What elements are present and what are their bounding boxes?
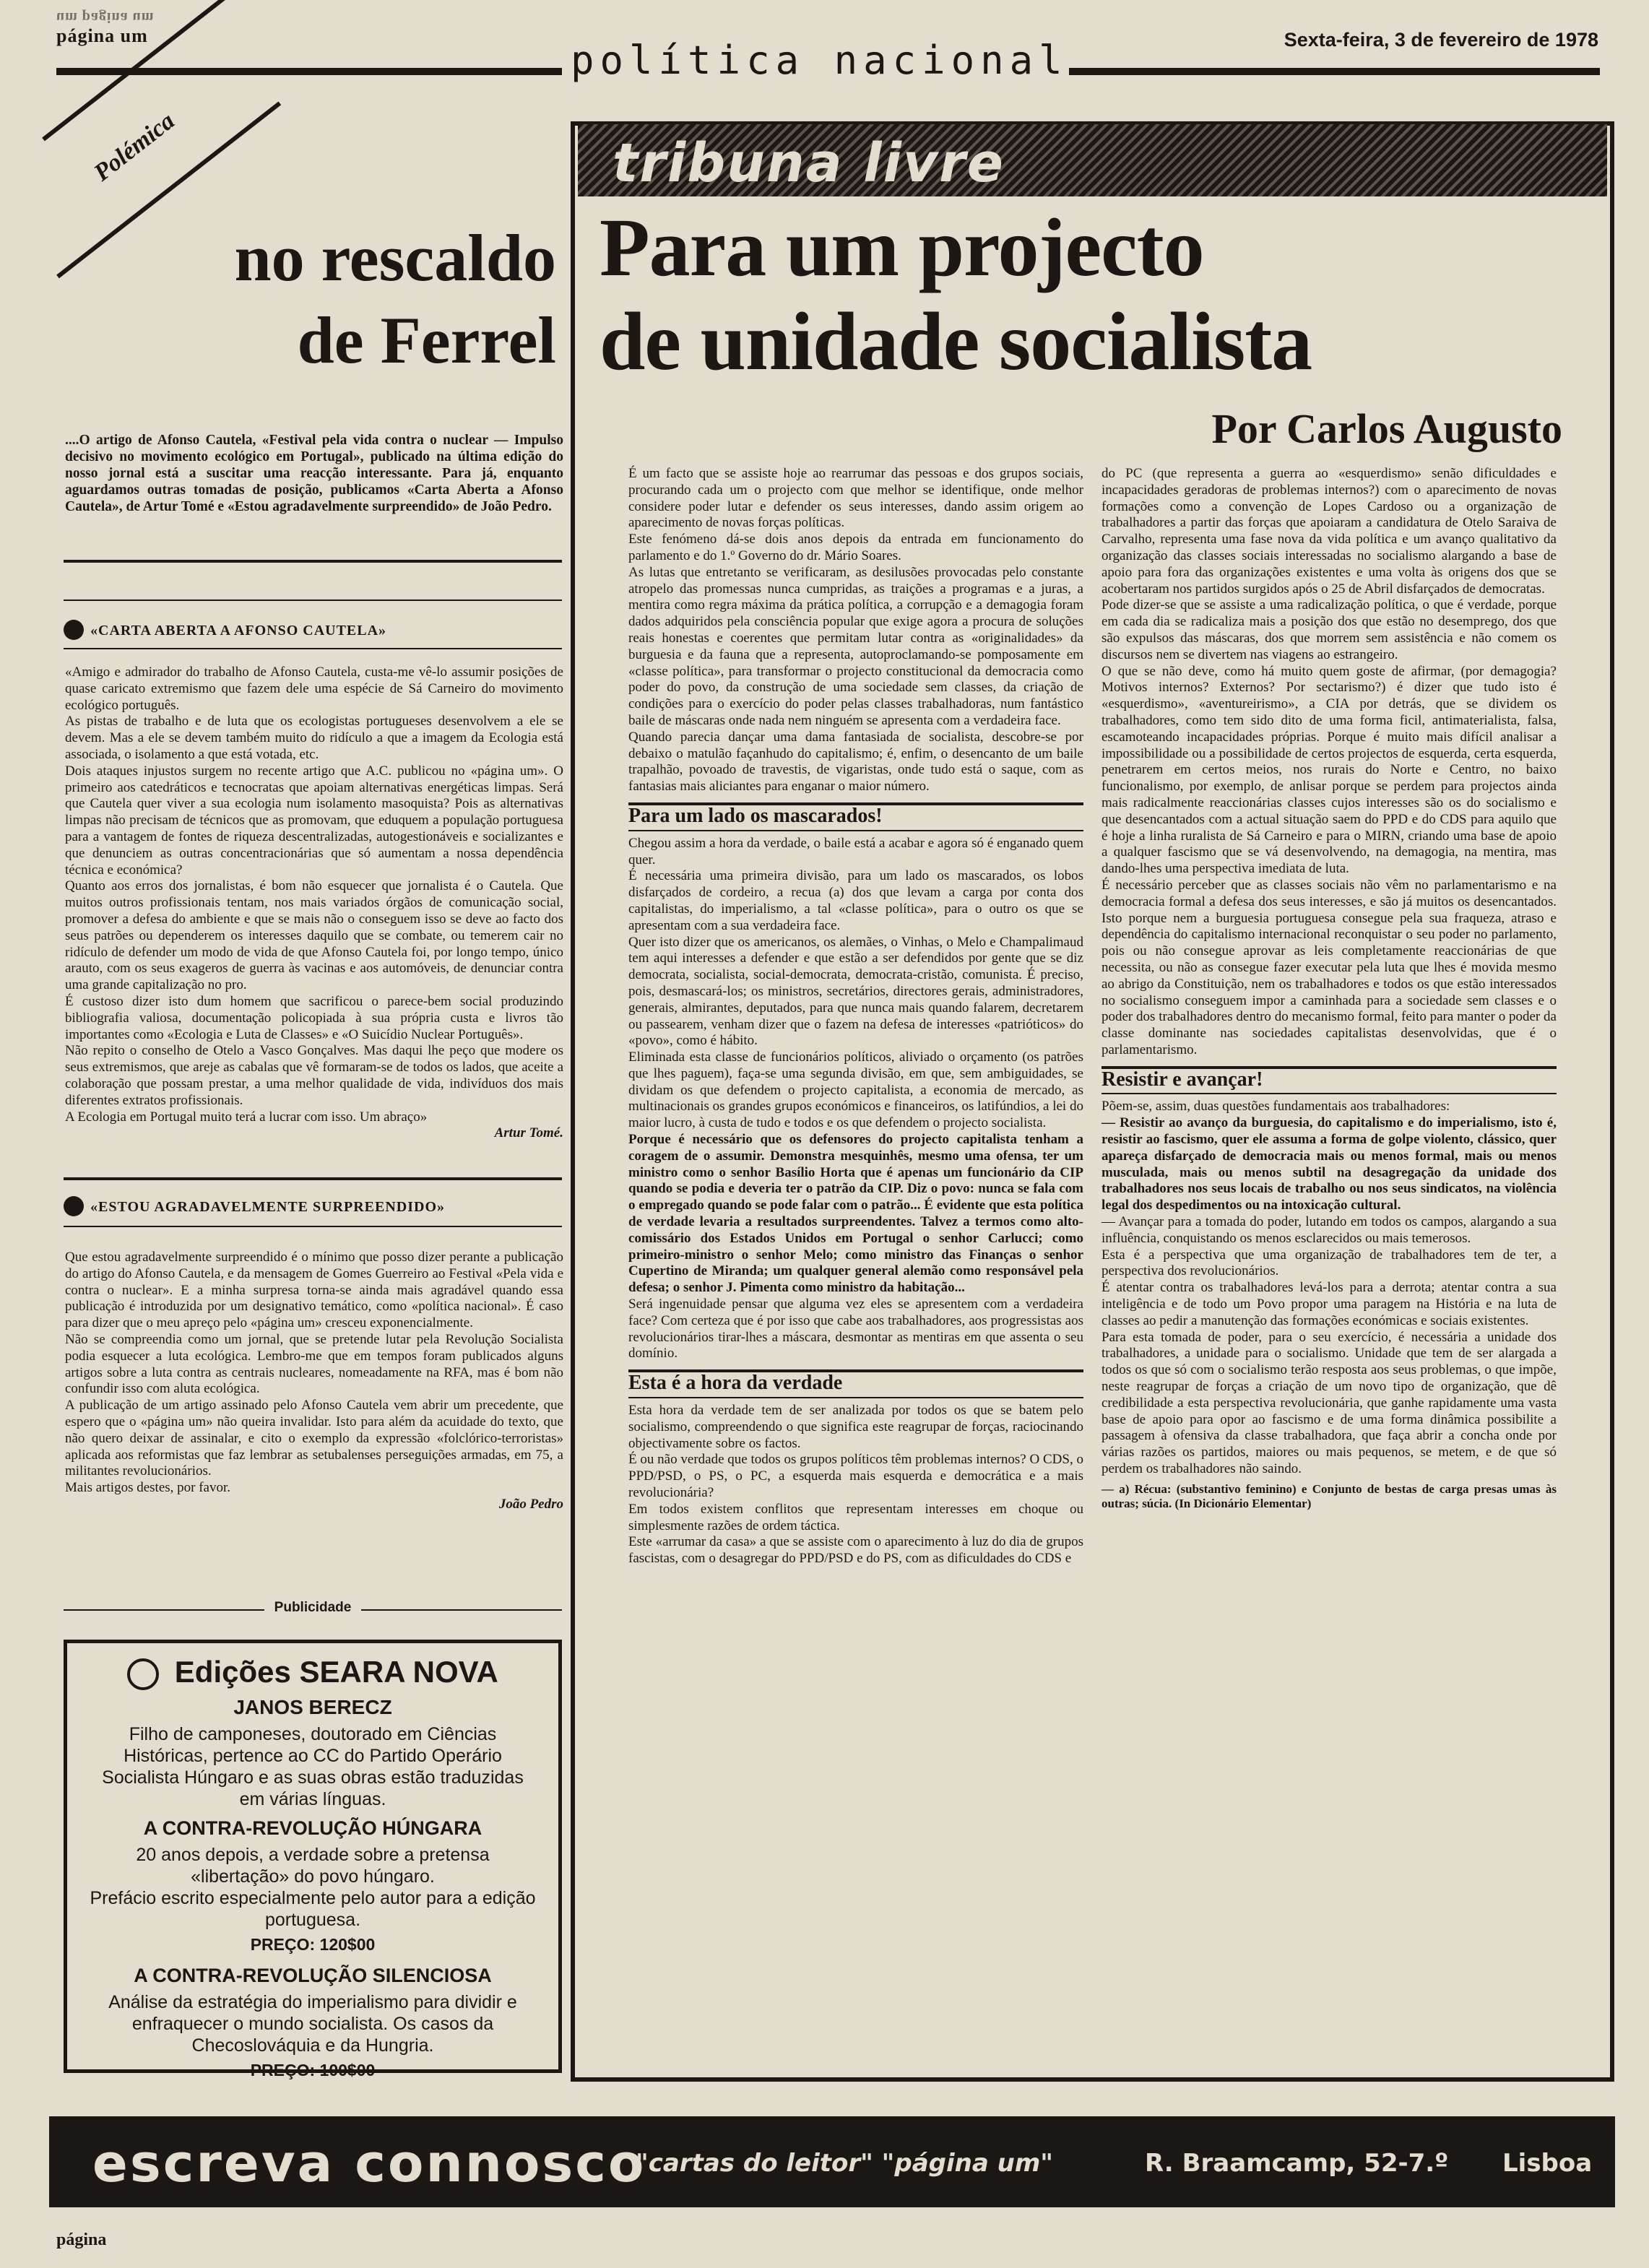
- byline: Por Carlos Augusto: [1211, 405, 1562, 452]
- subheading-mascarados: Para um lado os mascarados!: [628, 804, 883, 827]
- paragraph: É necessária uma primeira divisão, para um lado os mascarados, os lobos disfarçados de cordeiro, a recua (a) dos que levam a carga por conta dos capitalistas, do imperialismo, a tal «classe política», para o outro os que se apresentam com a sua verdadeira face.: [628, 868, 1083, 933]
- section-rule-right: [1069, 68, 1600, 75]
- ad-author: JANOS BERECZ: [233, 1695, 392, 1718]
- polemica-headline-line1: no rescaldo: [234, 221, 556, 295]
- paragraph: Quando parecia dançar uma dama fantasiada de socialista, descobre-se por debaixo o matulão façanhudo do capitalismo; é, enfim, o desencanto de um baile trapalhão, povoado de travestis, de vigaristas, onde tudo está o saque, com as fantasias mais aliciantes para enganar o maior número.: [628, 729, 1083, 795]
- letter2-body: [65, 1250, 563, 1513]
- paragraph: Será ingenuidade pensar que alguma vez eles se apresentem com a verdadeira face? Com certeza que é por isso que cabe aos trabalhadores, aos progressistas aos revolucionários tirar-lhes a máscara, desmontar as mentiras em que assenta o seu domínio.: [628, 1297, 1083, 1362]
- paragraph: «Amigo e admirador do trabalho de Afonso Cautela, custa-me vê-lo assumir posições de quase caricato extremismo que fazem dele uma espécie de Sá Carneiro do movimento ecológico português.: [65, 665, 563, 713]
- letter1-signature: Artur Tomé.: [494, 1125, 563, 1141]
- main-headline-line2: de unidade socialista: [600, 295, 1312, 387]
- paragraph: Esta é a perspectiva que uma organização de trabalhadores tem de ter, a perspectiva dos revolucionários.: [1102, 1247, 1557, 1279]
- paragraph: Põem-se, assim, duas questões fundamentais aos trabalhadores:: [1102, 1099, 1450, 1114]
- paragraph: do PC (que representa a guerra ao «esquerdismo» senão dificuldades e incapacidades geradoras de problemas internos?) com o aparecimento de novas formações como a convenção de Lopes Cardoso ou a organização de trabalhadores a partir das forças que apoiaram a candidatura de Otelo Saraiva de Carvalho, representa uma fase nova da vida política e um avanço qualitativo da organização das classes sociais interessadas no socialismo alargando a base de apoio para fora das organizações existentes e uma volta às origens dos que se acobertaram nos partidos surgidos após o 25 de Abril disfarçados de democratas.: [1102, 466, 1557, 597]
- footnote: — a) Récua: (substantivo feminino) e Conjunto de bestas de carga presas umas às outras; súcia. (In Dicionário Elementar): [1102, 1481, 1557, 1510]
- main-headline-line1: Para um projecto: [600, 202, 1204, 293]
- paragraph: É um facto que se assiste hoje ao rearrumar das pessoas e dos grupos sociais, procurando cada um o projecto com que melhor se identifique, onde melhor considere poder lutar e defender os seus interesses, dando assim origem ao aparecimento de novas forças políticas.: [628, 466, 1083, 531]
- paragraph: Em todos existem conflitos que representam interesses em choque ou simplesmente razões de ordem táctica.: [628, 1501, 1083, 1533]
- divider: [64, 1226, 562, 1227]
- letter1-body: [65, 665, 563, 1142]
- subhead-box: [628, 1369, 1083, 1398]
- ad-book1-title: A CONTRA-REVOLUÇÃO HÚNGARA: [143, 1817, 482, 1839]
- page-label: página: [56, 2230, 107, 2249]
- paragraph: Quer isto dizer que os americanos, os alemães, o Vinhas, o Melo e Champalimaud tem aqui interesses a defender e que estão a ser defendidos por gente que se diz democrata, socialista, social-democrata, democrata-cristão, comunista. É preciso, pois, desmascará-los; os ministros, secretários, directores gerais, administradores, generais, almirantes, deputados, para que nunca mais quando falarem, decretarem ou passearem, venham dizer que o fazem na defesa de interesses «patrióticos» do «povo», como é hábito.: [628, 934, 1083, 1049]
- ad-book2-desc: Análise da estratégia do imperialismo para dividir e enfraquecer o mundo socialista. Os casos da Checoslováquia e da Hungria.: [108, 1991, 517, 2056]
- bullet-dot-icon: [64, 1196, 84, 1216]
- footer-address: R. Braamcamp, 52-7.º: [1145, 2149, 1449, 2178]
- paragraph: Quanto aos erros dos jornalistas, é bom não esquecer que jornalista é o Cautela. Que muitos outros profissionais tentam, nos mais variados órgãos de comunicação social, promover a defesa do ambiente e que se mais não o conseguem isso se deve ao facto dos seus patrões ou dependerem os interesses daquilo que se combate, ou temerem cair no ridículo de defender um modo de vida de que Afonso Cautela foi, por longo tempo, único arauto, com os seus exageros de guerra às vacinas e aos automóveis, de denunciar contra uma grande capitalização no pro.: [65, 878, 563, 993]
- polemica-headline: [166, 217, 556, 381]
- paragraph: Esta hora da verdade tem de ser analizada por todos os que se batem pelo socialismo, compreendendo o que significa este reagrupar de forças, raciocinando objectivamente sobre os factos.: [628, 1403, 1083, 1451]
- bullet-dot-icon: [64, 620, 84, 640]
- paragraph: Que estou agradavelmente surpreendido é o mínimo que posso dizer perante a publicação do artigo do Afonso Cautela, e da mensagem de Gomes Guerreiro ao Festival «Pela vida e contra o nuclear». E a minha surpresa torna-se ainda mais agradável quando essa publicação é introduzida por um designativo temático, como «política nacional». É caso para dizer que o meu apreço pelo «página um» cresceu exponencialmente.: [65, 1250, 563, 1331]
- ad-book1-desc: 20 anos depois, a verdade sobre a pretensa «libertação» do povo húngaro.: [136, 1844, 490, 1887]
- paragraph: O que se não deve, como há muito quem goste de afirmar, (por demagogia? Motivos internos? Externos? Por sectarismo?) é dizer que tudo isto é «esquerdismo», «aventureirismo», a CIA por detrás, que se dividem os trabalhadores, como tem sido dito de uma forma ficil, antimaterialista, falsa, escamoteando incapacidades próprias. Porque é muito mais difícil analisar a impossibilidade ou a possibilidade de certos projectos de esquerda, certa esquerda, penetrarem em certos meios, nos rurais do Norte e Centro, no baixo funcionalismo, por exemplo, de anlisar porque se perdem para projectos ainda mais radicalmente reaccionárias classes cujos interesses são os do socialismo e que desencantados com a actual situação saem do PPD e do CDS para aquilo que é hoje a linha ruralista de Sá Carneiro e para o MIRN, criando uma base de apoio a qualquer fascismo que se vá desenvolvendo, na demagogia, na mentira, mas dando-lhes uma perspectiva imediata de luta.: [1102, 663, 1557, 877]
- article-column-2: [1102, 466, 1557, 1511]
- ad-label: Publicidade: [264, 1600, 362, 1615]
- ad-book1-price: PREÇO: 120$00: [250, 1934, 376, 1954]
- ad-author-bio: Filho de camponeses, doutorado em Ciências Históricas, pertence ao CC do Partido Operário Socialista Húngaro e as suas obras estão traduzidas em várias línguas.: [102, 1723, 524, 1809]
- tribuna-label: tribuna livre: [613, 132, 1005, 194]
- masthead-name: página um: [56, 25, 148, 46]
- paragraph: É custoso dizer isto dum homem que sacrificou o parece-bem social produzindo bibliografia valiosa, documentação policopiada à sua própria custa e livros tão importantes como «Ecologia e Luta de Classes» e «O Suicídio Nuclear Português».: [65, 993, 563, 1042]
- paragraph: — Resistir ao avanço da burguesia, do capitalismo e do imperialismo, isto é, resistir ao fascismo, quer ele assuma a forma de golpe violento, clássico, quer apareça disfarçado de democracia mais ou menos formal, mais ou menos musculada, mais ou menos subtil na desagregação da unidade dos trabalhadores nos seus locais de trabalho ou nos seus sindicatos, na violência legal dos despedimentos ou na intoxicação cultural.: [1102, 1115, 1557, 1213]
- paragraph: É atentar contra os trabalhadores levá-los para a derrota; atentar contra a sua inteligência e de todo um Povo propor uma paragem na História e na luta de classes ao pedir a manutenção das formações económicas e sociais existentes.: [1102, 1280, 1557, 1328]
- paragraph: Este fenómeno dá-se dois anos depois da entrada em funcionamento do parlamento e do 1.º Governo do dr. Mário Soares.: [628, 532, 1083, 563]
- divider: [64, 1177, 562, 1180]
- ad-book2-price: PREÇO: 100$00: [250, 2060, 376, 2079]
- paragraph: Porque é necessário que os defensores do projecto capitalista tenham a coragem de o assumir. Demonstra mesquinhês, mesmo uma ofensa, ter um ministro como o senhor Basílio Horta que é apenas um funcionário da CIP quando se podia e deveria ter o patrão da CIP. Diz o povo: nunca se fala com o empregado quando se pode falar com o patrão... É evidente que esta política de verdade levaria a resultados surpreendentes. Talvez a termos como alto-comissário dos Estados Unidos em Portugal o senhor Carlucci; como primeiro-ministro o senhor Melo; como ministro das Finanças o senhor Cupertino de Miranda; um qualquer general alemão como responsável pela defesa; o senhor J. Pimenta como ministro da habitação...: [628, 1132, 1083, 1296]
- paragraph: Chegou assim a hora da verdade, o baile está a acabar e agora só é enganado quem quer.: [628, 835, 1083, 867]
- subhead-box: [1102, 1066, 1557, 1095]
- paragraph: É ou não verdade que todos os grupos políticos têm problemas internos? O CDS, o PPD/PSD, o PS, o PC, a esquerda mais esquerda e democrática e a mais revolucionária?: [628, 1452, 1083, 1501]
- ad-publisher-row: [67, 1655, 558, 1690]
- masthead-mirror-text: um pagina um: [56, 9, 155, 25]
- ad-book1-note: Prefácio escrito especialmente pelo autor para a edição portuguesa.: [90, 1887, 536, 1930]
- advertisement: [64, 1640, 562, 2079]
- polemica-intro: ....O artigo de Afonso Cautela, «Festival pela vida contra o nuclear — Impulso decisivo no movimento ecológico em Portugal», publicado na última edição do nosso jornal está a suscitar uma reacção interessante. Para já, enquanto aguardamos outras tomadas de posição, publicamos «Carta Aberta a Afonso Cautela», de Artur Tomé e «Estou agradavelmente surpreendido» de João Pedro.: [65, 433, 563, 514]
- paragraph: Dois ataques injustos surgem no recente artigo que A.C. publicou no «página um». O primeiro aos catedráticos e tecnocratas que apoiam alternativas energéticas limpas. Será que Cautela quer viver a sua ecologia num isolamento masoquista? Pois as alternativas limpas não precisam de técnicos que as promovam, que eduquem a população portuguesa para a vantagem de fontes de riqueza descentralizadas, autogestionáveis e socializantes e que denunciem as outras concentracionárias que só aumentam a nossa dependência técnica e económica?: [65, 763, 563, 878]
- paragraph: A Ecologia em Portugal muito terá a lucrar com isso. Um abraço»: [65, 1109, 428, 1125]
- paragraph: Não se compreendia como um jornal, que se pretende lutar pela Revolução Socialista podia esquecer a luta ecológica. Lembro-me que em tempos foram publicados alguns artigos sobre a luta contra as centrais nucleares, nomeadamente na RFA, mas é bom não confundir isso com aluta ecológica.: [65, 1331, 563, 1397]
- polemica-label: Polémica: [89, 107, 180, 187]
- ad-publisher: Edições SEARA NOVA: [174, 1655, 498, 1689]
- paragraph: — Avançar para a tomada do poder, lutando em todos os campos, alargando a sua influência, conquistando os menos esclarecidos ou mais temerosos.: [1102, 1214, 1557, 1246]
- paragraph: As pistas de trabalho e de luta que os ecologistas portugueses desenvolvem a ele se devem. Mas a ele se devem também muito do ridículo a que a imagem da Ecologia está associada, o isolamento a que está votada, etc.: [65, 714, 563, 762]
- paragraph: Pode dizer-se que se assiste a uma radicalização política, o que é verdade, porque em cada dia se radicaliza mais a posição dos que estão no desemprego, dos que são expulsos das máscaras, dos que morrem sem assistência e não comem os discursos nem se divertem nas viagens ao estrangeiro.: [1102, 597, 1557, 662]
- paragraph: É necessário perceber que as classes sociais não vêm no parlamentarismo e na democracia formal a defesa dos seus interesses, e são já muitos os desencantados. Isto porque nem a burguesia portuguesa consegue pela sua fraqueza, atraso e dependência do capitalismo internacional reconquistar o seu poder no parlamento, pois ou não consegue aprovar as leis completamente reaccionárias de que necessita, ou não as consegue fazer executar pela luta que lhes é movida mesmo ao abrigo da Constituição, nem os trabalhadores e todos os que estão interessados no socialismo conseguem impor a caminhada para a sociedade sem classes e o poder dos trabalhadores dentro do mecanismo formal, feito para manter o poder da classe dominante nas sociedades capitalistas desenvolvidas, que é o parlamentarismo.: [1102, 877, 1557, 1057]
- paragraph: Para esta tomada de poder, para o seu exercício, é necessária a unidade dos trabalhadores, a unidade para o socialismo. Unidade que tem de ser alargada a todos os que só com o socialismo terão resposta aos seus problemas, o que impõe, neste reagrupar de forças a criação de um novo tipo de organização, que dê credibilidade a esta perspectiva revolucionária, que ganhe rapidamente uma vasta base de apoio para opor ao fascismo e de uma forma dinâmica possibilite a passagem à ofensiva da classe trabalhadora, que faça abrir a concha onde por várias razões os partidos, maiores ou mais pequenos, se metem, e de que só perdem os trabalhadores não saindo.: [1102, 1329, 1557, 1477]
- ad-label-wrap: [64, 1600, 562, 1616]
- issue-date: Sexta-feira, 3 de fevereiro de 1978: [1284, 29, 1598, 51]
- paragraph: Eliminada esta classe de funcionários políticos, aliviado o orçamento (os patrões que lhes paguem), faça-se uma segunda divisão, em que, sem ambiguidades, se dividam os que defendem o projecto capitalista, a economia de mercado, as multinacionais os grandes grupos económicos e financeiros, os latifúndios, a lei do maior lucro, à custa de tudo e todos e os que defendem o projecto socialista.: [628, 1049, 1083, 1131]
- article-column-1: [628, 466, 1083, 1567]
- paragraph: As lutas que entretanto se verificaram, as desilusões provocadas pelo constante atropelo das promessas nunca cumpridas, as traições a programas e a juras, a mentira como regra máxima da prática política, a corrupção e a demagogia foram dados adquiridos pela consciência popular que exige agora a procura de soluções reais honestas e coerentes que permitam lutar contra as «originalidades» da burguesia e da fauna que a representa, autoproclamando-se pomposamente em «classe política», para transformar o projecto constitucional da democracia como poder do povo, da construção de uma sociedade sem classes, da criação de condições para o exercício do poder pelas classes trabalhadoras, num fantástico baile de máscaras onde nada nem ninguém se apresenta com a verdadeira face.: [628, 564, 1083, 728]
- paragraph: Mais artigos destes, por favor.: [65, 1480, 231, 1496]
- subheading-resistir: Resistir e avançar!: [1102, 1068, 1263, 1091]
- paragraph: Não repito o conselho de Otelo a Vasco Gonçalves. Mas daqui lhe peço que modere os seus extremismos, que areje as cabalas que vê formaram-se de todos os lados, que aceite a colaboração que possam prestar, a uma melhor qualidade de vida, indivíduos dos mais diferentes extratos profissionais.: [65, 1043, 563, 1108]
- masthead: [56, 9, 154, 47]
- polemica-headline-line2: de Ferrel: [297, 303, 556, 377]
- footer-city: Lisboa: [1502, 2149, 1593, 2178]
- ad-book2-title: A CONTRA-REVOLUÇÃO SILENCIOSA: [134, 1964, 492, 1986]
- seara-nova-logo-icon: [127, 1658, 159, 1690]
- section-title: política nacional: [571, 38, 1068, 83]
- letter2-signature: João Pedro: [498, 1496, 563, 1512]
- footer-brand: escreva connosco: [92, 2133, 646, 2194]
- subhead-box: [628, 802, 1083, 831]
- letter2-title: «ESTOU AGRADAVELMENTE SURPREENDIDO»: [90, 1199, 446, 1215]
- divider: [64, 560, 562, 563]
- paragraph: Este «arrumar da casa» a que se assiste com o aparecimento à luz do dia de grupos fascistas, com o desagregar do PPD/PSD e do PS, com as dificuldades do CDS e: [628, 1534, 1083, 1567]
- letter1-title: «CARTA ABERTA A AFONSO CAUTELA»: [90, 623, 387, 639]
- divider: [64, 600, 562, 601]
- footer-note: "cartas do leitor" "página um": [636, 2149, 1053, 2178]
- subheading-hora-verdade: Esta é a hora da verdade: [628, 1372, 843, 1395]
- paragraph: A publicação de um artigo assinado pelo Afonso Cautela vem abrir um precedente, que espero que o «página um» não queira invalidar. Isto para além da acuidade do texto, que não quero deixar de assinalar, e cito o exemplo da expressão «folclórico-terroristas» aplicada aos reformistas que faz lembrar as setubalenses perseguições armadas, em 75, a militantes revolucionários.: [65, 1398, 563, 1479]
- divider: [64, 648, 562, 649]
- main-headline: [600, 201, 1596, 389]
